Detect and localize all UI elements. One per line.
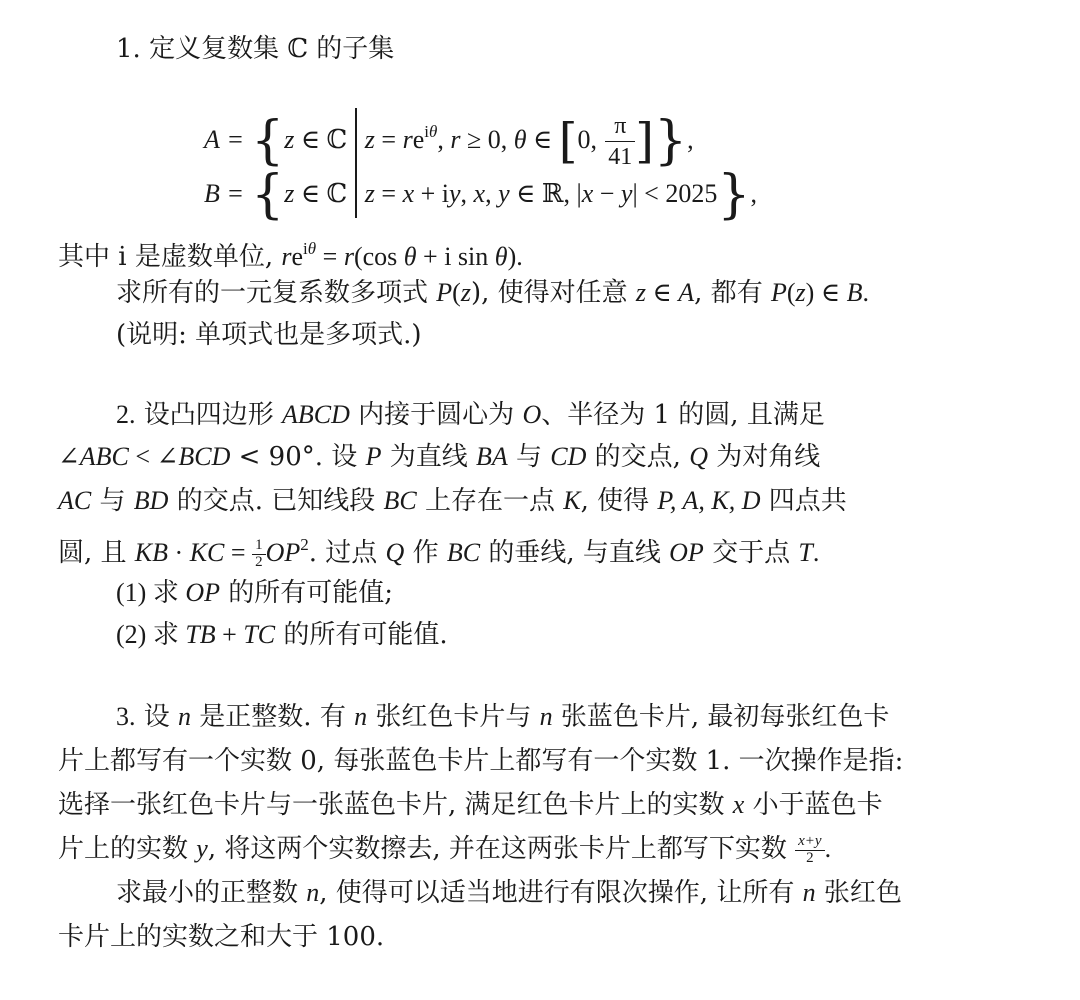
text: 为对角线 xyxy=(707,442,821,472)
var-theta: θ xyxy=(403,242,417,271)
var-z: z xyxy=(364,125,375,154)
diagonal-bd: BD xyxy=(133,486,169,515)
question-text: , 都有 xyxy=(694,278,771,308)
text: 小于蓝色卡 xyxy=(744,790,883,820)
var-n: n xyxy=(178,702,192,731)
cos-text: (cos xyxy=(353,242,404,271)
var-n: n xyxy=(306,878,320,907)
problem-number: 1. xyxy=(116,34,141,64)
text: 的交点, xyxy=(586,442,690,472)
text: 片上都写有一个实数 0, 每张蓝色卡片上都写有一个实数 1. 一次操作是指: xyxy=(58,746,904,776)
problem-1-question xyxy=(116,276,869,310)
period: . xyxy=(824,834,832,863)
var-n: n xyxy=(354,702,368,731)
var-r: r xyxy=(402,125,413,154)
problem-3-line-3 xyxy=(58,788,883,822)
point-k: K xyxy=(563,486,581,515)
period: . xyxy=(862,278,869,307)
fraction-denominator: 41 xyxy=(608,143,633,170)
problem-2-part-2 xyxy=(116,618,448,652)
problem-2-line-2 xyxy=(58,440,820,474)
problem-number: 2. xyxy=(116,400,136,429)
angle-bcd: BCD xyxy=(178,442,231,471)
text: 张蓝色卡片, 最初每张红色卡 xyxy=(552,702,890,732)
exponent-itheta: iθ xyxy=(303,239,317,258)
segment-bc: BC xyxy=(383,486,417,515)
var-r: r xyxy=(450,125,461,154)
comma: , xyxy=(437,125,451,154)
angle-abc: ABC xyxy=(79,442,129,471)
var-x: x xyxy=(581,179,594,208)
text: 与 xyxy=(91,486,134,516)
exponent-itheta: iθ xyxy=(424,122,438,141)
var-r: r xyxy=(281,242,292,271)
set-builder-bar xyxy=(355,108,357,164)
less-than-2025: | < 2025 xyxy=(632,179,718,208)
fraction-denominator: 2 xyxy=(806,850,814,866)
text: 四点共 xyxy=(760,486,847,516)
text: 交于点 xyxy=(703,538,799,568)
in-reals: ∈ ℝ, | xyxy=(509,179,582,208)
problem-2-line-1 xyxy=(116,398,825,432)
line-op: OP xyxy=(669,538,704,567)
point-t: T xyxy=(798,538,813,567)
line-ba: BA xyxy=(475,442,508,471)
text: 的所有可能值. xyxy=(275,620,448,650)
var-p: P xyxy=(436,278,453,307)
plus: + xyxy=(215,620,244,649)
segment-tc: TC xyxy=(243,620,276,649)
segment-kc: KC xyxy=(189,538,225,567)
element-of: ) ∈ xyxy=(805,278,847,307)
segment-bc: BC xyxy=(446,538,481,567)
text: 的垂线, 与直线 xyxy=(480,538,670,568)
text: 上存在一点 xyxy=(416,486,564,516)
problem-3-line-4 xyxy=(58,832,831,866)
segment-op: OP xyxy=(265,538,301,567)
comma: , xyxy=(687,125,694,154)
comma: , xyxy=(460,179,474,208)
set-a-symbol: A xyxy=(204,125,220,154)
average-fraction xyxy=(795,834,824,866)
point-q: Q xyxy=(689,442,708,471)
problem-3-line-2 xyxy=(58,744,903,778)
text: 与 xyxy=(507,442,551,472)
paren: ( xyxy=(452,278,461,307)
fraction-denominator: 2 xyxy=(255,554,263,570)
closing: ). xyxy=(507,242,523,271)
point-q: Q xyxy=(385,538,405,567)
condition-left: z ∈ ℂ xyxy=(284,125,348,154)
quadrilateral-abcd: ABCD xyxy=(282,400,350,429)
note-text: 其中 i 是虚数单位, xyxy=(58,242,282,272)
text: 为直线 xyxy=(381,442,476,472)
condition-left: z ∈ ℂ xyxy=(284,179,348,208)
diagonal-ac: AC xyxy=(58,486,92,515)
segment-tb: TB xyxy=(185,620,216,649)
pi-over-41-fraction xyxy=(605,114,635,169)
set-a-definition xyxy=(204,108,694,169)
fraction-numerator: 1 xyxy=(252,538,266,555)
left-brace: { xyxy=(251,111,285,171)
equals-sign: = xyxy=(228,179,243,208)
minus: − xyxy=(593,179,621,208)
fraction-numerator: x+y xyxy=(795,834,824,851)
text: 内接于圆心为 xyxy=(349,400,523,430)
text: , 将这两个实数擦去, 并在这两张卡片上都写下实数 xyxy=(207,834,796,864)
line-cd: CD xyxy=(550,442,587,471)
var-z: z xyxy=(364,179,375,208)
element-of: ∈ xyxy=(526,125,559,154)
var-n: n xyxy=(539,702,553,731)
set-b-symbol: B xyxy=(846,278,863,307)
text: 的所有可能值; xyxy=(220,578,394,608)
interval-start: 0, xyxy=(577,125,597,154)
text: 是正整数. 有 xyxy=(191,702,355,732)
problem-1-note xyxy=(58,232,523,274)
one-half-fraction xyxy=(252,538,266,570)
set-a-symbol: A xyxy=(678,278,695,307)
problem-3-line-6 xyxy=(58,920,384,954)
comma: , xyxy=(485,179,499,208)
var-y: y xyxy=(449,179,461,208)
equals-sign: = xyxy=(228,125,243,154)
equals: = xyxy=(374,125,403,154)
problem-1-remark xyxy=(116,318,422,352)
text: . 过点 xyxy=(308,538,386,568)
var-x: x xyxy=(732,790,745,819)
text: 张红色 xyxy=(815,878,902,908)
plus-i: + i xyxy=(414,179,449,208)
text: 卡片上的实数之和大于 100. xyxy=(58,922,385,952)
point-o: O xyxy=(522,400,542,429)
text: 片上的实数 xyxy=(58,834,197,864)
text: 圆, 且 xyxy=(58,538,135,568)
plus-isin: + i sin xyxy=(416,242,495,271)
var-x: x xyxy=(402,179,415,208)
question-text: ), 使得对任意 xyxy=(470,278,636,308)
equals: = xyxy=(374,179,403,208)
set-b-symbol: B xyxy=(204,179,220,208)
text: 求最小的正整数 xyxy=(116,878,307,908)
problem-2-part-1 xyxy=(116,576,393,610)
left-brace: { xyxy=(251,165,285,225)
var-z: z xyxy=(635,278,647,307)
part-label: (1) 求 xyxy=(116,578,186,607)
right-bracket: ] xyxy=(635,113,654,169)
period: . xyxy=(812,538,820,567)
var-y: y xyxy=(196,834,208,863)
element-of: ∈ xyxy=(646,278,679,307)
var-x: x xyxy=(473,179,486,208)
r-nonneg: ≥ 0, xyxy=(460,125,514,154)
var-y: y xyxy=(498,179,510,208)
text: 作 xyxy=(404,538,447,568)
problem-intro: 定义复数集 ℂ 的子集 xyxy=(149,34,395,64)
equals: = xyxy=(224,538,253,567)
point-p: P xyxy=(365,442,382,471)
problem-2-line-4 xyxy=(58,528,819,570)
angle-symbol: ∠ xyxy=(58,442,80,471)
right-brace: } xyxy=(717,165,751,225)
var-z: z xyxy=(460,278,471,307)
var-n: n xyxy=(802,878,816,907)
question-text: 求所有的一元复系数多项式 xyxy=(116,278,437,308)
problem-2-line-3 xyxy=(58,484,847,518)
set-builder-bar xyxy=(355,162,357,218)
fraction-numerator: π xyxy=(605,114,635,142)
text: 的交点. 已知线段 xyxy=(168,486,384,516)
part-label: (2) 求 xyxy=(116,620,186,649)
problem-1-heading xyxy=(116,32,394,66)
text: 选择一张红色卡片与一张蓝色卡片, 满足红色卡片上的实数 xyxy=(58,790,733,820)
left-bracket: [ xyxy=(558,113,578,169)
var-z: z xyxy=(795,278,806,307)
problem-3-line-1 xyxy=(116,700,889,734)
equals: = xyxy=(316,242,344,271)
text: , 使得 xyxy=(580,486,658,516)
remark-text: (说明: 单项式也是多项式.) xyxy=(116,320,422,350)
squared: 2 xyxy=(300,535,309,554)
right-brace: } xyxy=(654,111,688,171)
segment-op: OP xyxy=(185,578,220,607)
var-r: r xyxy=(343,242,354,271)
problem-number: 3. xyxy=(116,702,136,731)
text: 设 xyxy=(135,702,179,732)
dot: · xyxy=(168,538,190,567)
problem-3-line-5 xyxy=(116,876,902,910)
comma: , xyxy=(750,179,757,208)
text: 、半径为 1 的圆, 且满足 xyxy=(541,400,825,430)
var-theta: θ xyxy=(494,242,508,271)
euler-e: e xyxy=(291,242,304,271)
set-b-definition xyxy=(204,162,757,225)
text: 张红色卡片与 xyxy=(367,702,540,732)
points-pakd: P, A, K, D xyxy=(657,486,761,515)
text: < 90°. 设 xyxy=(230,442,366,472)
text: , 使得可以适当地进行有限次操作, 让所有 xyxy=(319,878,803,908)
segment-kb: KB xyxy=(134,538,169,567)
var-theta: θ xyxy=(513,125,527,154)
euler-e: e xyxy=(412,125,425,154)
var-y: y xyxy=(620,179,633,208)
text: 设凸四边形 xyxy=(135,400,283,430)
var-p: P xyxy=(770,278,787,307)
paren: ( xyxy=(786,278,796,307)
less-than-angle: < ∠ xyxy=(128,442,179,471)
